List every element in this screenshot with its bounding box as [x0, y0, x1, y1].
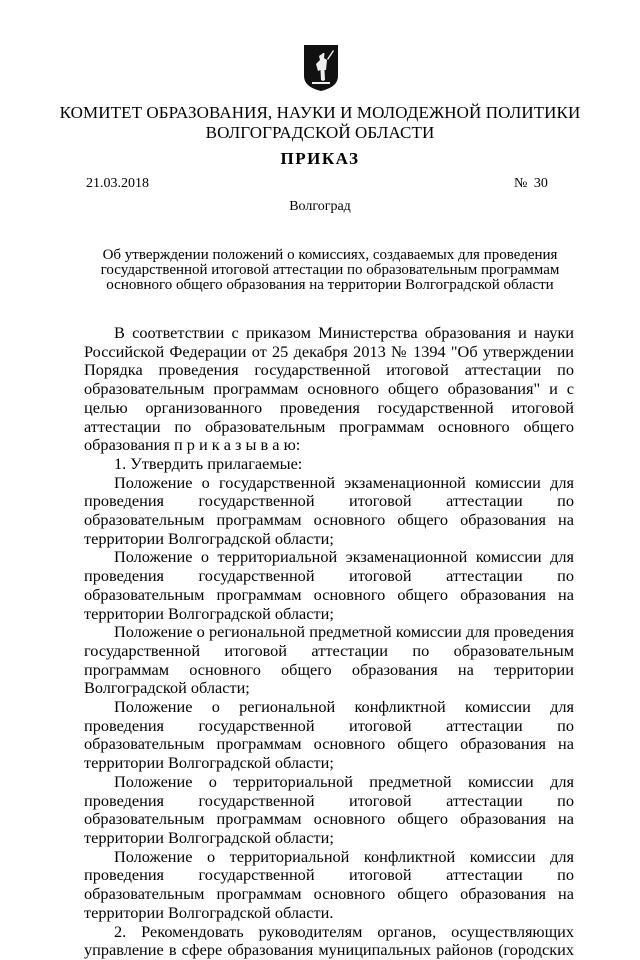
body-paragraph-territorial-conflict-commission: Положение о территориальной конфликтной комиссии для проведения государственной итоговой аттестации по образовательным программам основного общего образования на территории Волгоградской области.: [84, 846, 574, 922]
organization-name-line2: ВОЛГОГРАДСКОЙ ОБЛАСТИ: [205, 123, 435, 142]
document-city: Волгоград: [289, 199, 351, 214]
body-paragraph-territorial-exam-commission: Положение о территориальной экзаменационной комиссии для проведения государственной итоговой аттестации по образовательным программам основного общего образования на территории Волгоградской области;: [84, 547, 574, 623]
body-paragraph-state-exam-commission: Положение о государственной экзаменационной комиссии для проведения государственной итоговой аттестации по образовательным программам основного общего образования на территории Волгоградской области;: [84, 472, 574, 548]
document-date: 21.03.2018: [86, 176, 149, 191]
organization-name-line1: КОМИТЕТ ОБРАЗОВАНИЯ, НАУКИ И МОЛОДЕЖНОЙ ПОЛИТИКИ: [59, 103, 581, 122]
document-subject: Об утверждении положений о комиссиях, создаваемых для проведения государственной итоговой аттестации по образовательным программам основного общего образования на территории Волгоградской области: [100, 247, 560, 294]
body-paragraph-preamble: В соответствии с приказом Министерства образования и науки Российской Федерации от 25 декабря 2013 № 1394 "Об утверждении Порядка проведения государственной итоговой аттестации по образовательным программам основного общего образования" и с целью организованного проведения государственной итоговой аттестации по образовательным программам основного общего образования п р и к а з ы в а ю:: [84, 323, 574, 455]
coat-of-arms-icon: [303, 44, 339, 92]
body-paragraph-item-1: 1. Утвердить прилагаемые:: [114, 453, 303, 473]
document-number: № 30: [514, 176, 548, 191]
body-paragraph-item-2: 2. Рекомендовать руководителям органов, осуществляющих управление в сфере образования муниципальных районов (городских: [84, 921, 574, 960]
document-type-title: ПРИКАЗ: [280, 149, 360, 168]
document-body: [84, 324, 574, 960]
body-paragraph-territorial-subject-commission: Положение о территориальной предметной комиссии для проведения государственной итоговой аттестации по образовательным программам основного общего образования на территории Волгоградской области;: [84, 771, 574, 847]
body-paragraph-regional-subject-commission: Положение о региональной предметной комиссии для проведения государственной итоговой аттестации по образовательным программам основного общего образования на территории Волгоградской области;: [84, 622, 574, 698]
body-paragraph-regional-conflict-commission: Положение о региональной конфликтной комиссии для проведения государственной итоговой аттестации по образовательным программам основного общего образования на территории Волгоградской области;: [84, 697, 574, 773]
